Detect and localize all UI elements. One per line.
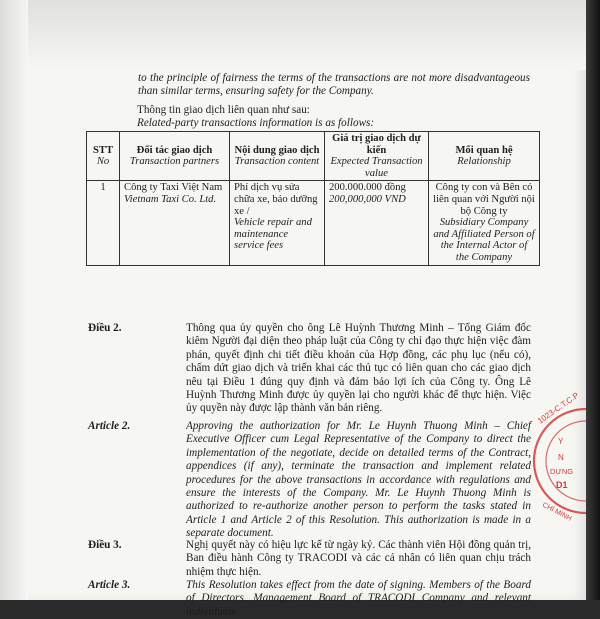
svg-text:Y: Y (558, 437, 564, 446)
related-party-info-en: Related-party transactions information is as follows: (137, 117, 375, 129)
header-content-vi: Nội dung giao dịch (234, 144, 320, 156)
header-value-en: Expected Transaction value (330, 156, 423, 179)
header-partners-en: Transaction partners (129, 156, 220, 168)
header-relationship-vi: Mối quan hệ (455, 144, 513, 156)
header-relationship (429, 132, 540, 181)
header-no-vi: STT (92, 144, 114, 156)
cell-partner-vi: Công ty Taxi Việt Nam (124, 182, 223, 194)
table-header-row (87, 132, 540, 181)
header-content (230, 132, 325, 181)
cell-partner-en: Vietnam Taxi Co. Ltd. (124, 193, 217, 205)
article-3-vi-label: Điều 3. (88, 539, 122, 551)
svg-text:1023-C.T.C.P: 1023-C.T.C.P (535, 390, 581, 426)
page-edge-shadow (586, 0, 600, 600)
cell-content-en: Vehicle repair and maintenance service fees (234, 217, 312, 252)
header-partners-vi: Đối tác giao dịch (136, 144, 213, 156)
header-content-en: Transaction content (234, 156, 320, 168)
cell-no: 1 (87, 181, 120, 265)
cell-content-vi: Phí dịch vụ sửa chữa xe, bảo dưỡng xe / (234, 182, 318, 217)
article-2-vi-text: Thông qua ủy quyền cho ông Lê Huỳnh Thương Minh – Tổng Giám đốc kiêm Người đại diện theo pháp luật của Công ty chỉ đạo thực hiện việc đàm phán, quyết định chi tiết điều khoản của Hợp đồng, các phụ lục (nếu có), chấm dứt giao dịch và triển khai các thủ tục có liên quan cho các giao dịch nêu tại Điều 1 đúng quy định và đảm bảo lợi ích của Công ty. Ông Lê Huỳnh Thương Minh được ủy quyền lại cho người khác để thực hiện. Việc ủy quyền này được lập thành văn bản riêng. (186, 322, 531, 415)
article-3-vi-text: Nghị quyết này có hiệu lực kể từ ngày ký. Các thành viên Hội đồng quản trị, Ban điều hành Công ty TRACODI và các cá nhân có liên quan chịu trách nhiệm thực hiện. (186, 539, 531, 578)
article-2-en-label: Article 2. (88, 420, 131, 432)
header-relationship-en: Relationship (457, 156, 511, 168)
seal-graphic (520, 390, 584, 523)
svg-text:D1: D1 (556, 480, 568, 490)
header-value-vi: Giá trị giao dịch dự kiến (332, 133, 421, 156)
related-party-table (86, 131, 540, 266)
svg-text:DỰNG: DỰNG (550, 467, 574, 476)
article-3-en-text: This Resolution takes effect from the date of signing. Members of the Board of Directors, Management Board of TRACODI Company and relevant individuals (186, 579, 531, 618)
cell-content (230, 181, 325, 265)
header-partners (120, 132, 230, 181)
article-3-en-label: Article 3. (88, 579, 131, 591)
intro-english-line: to the principle of fairness the terms of the transactions are not more disadvantageous than similar terms, ensuring safety for the Company. (138, 72, 530, 98)
header-no (87, 132, 120, 181)
article-2-vi-label: Điều 2. (88, 322, 122, 334)
header-value (325, 132, 429, 181)
related-party-info-vi: Thông tin giao dịch liên quan như sau: (137, 104, 310, 116)
company-seal-stamp (520, 390, 584, 523)
cell-value-vi: 200.000.000 đồng (329, 182, 406, 194)
svg-text:N: N (558, 453, 564, 462)
cell-relationship-vi: Công ty con và Bên có liên quan với Người nội bộ Công ty (433, 182, 535, 217)
article-2-en-text: Approving the authorization for Mr. Le Huynh Thuong Minh – Chief Executive Officer cum Legal Representative of the Company to direct the implementation of the negotiate, decide on detailed terms of the Contract, appendices (if any), terminate the transaction and implement related procedures for the above transactions in accordance with regulations and ensure the interests of the Company. Mr. Le Huynh Thuong Minh is authorized to re-authorize another person to perform the tasks stated in Article 1 and Article 2 of this Resolution. This authorization is made in a separate document. (186, 420, 531, 540)
page-gutter (0, 0, 28, 600)
cell-relationship-en: Subsidiary Company and Affiliated Person of the Internal Actor of the Company (433, 217, 535, 263)
cell-partner (120, 181, 230, 265)
header-no-en: No (96, 156, 110, 168)
table-row (87, 181, 540, 265)
page-shadow-top (0, 0, 586, 70)
cell-value-en: 200,000,000 VND (329, 193, 406, 205)
svg-text:CHÍ MINH: CHÍ MINH (541, 501, 573, 523)
cell-relationship (429, 181, 540, 265)
cell-value (325, 181, 429, 265)
